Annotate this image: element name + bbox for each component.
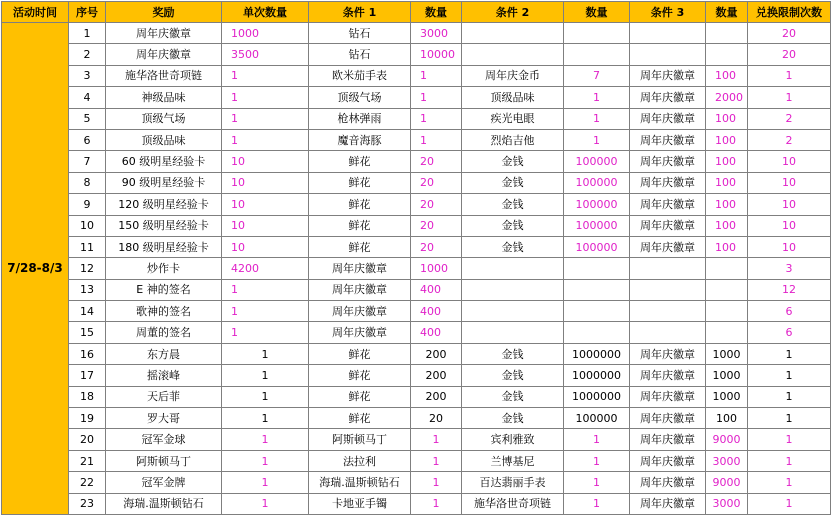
cell-cond2: 金钱	[462, 365, 564, 386]
cell-reward: 120 级明星经验卡	[106, 194, 222, 215]
cell-cond2: 金钱	[462, 215, 564, 236]
cell-cond3	[630, 301, 706, 322]
cell-cond3: 周年庆徽章	[630, 172, 706, 193]
cell-limit: 20	[748, 23, 831, 44]
cell-cond1: 海瑞.温斯顿钻石	[309, 472, 411, 493]
cell-cond1-qty: 1	[411, 129, 462, 150]
cell-cond1-qty: 3000	[411, 23, 462, 44]
period-cell: 7/28-8/3	[2, 23, 69, 515]
cell-cond3-qty	[706, 322, 748, 343]
cell-cond1: 鲜花	[309, 172, 411, 193]
cell-cond3: 周年庆徽章	[630, 129, 706, 150]
table-row	[2, 151, 831, 172]
cell-cond2-qty: 100000	[564, 172, 630, 193]
cell-cond1: 鲜花	[309, 343, 411, 364]
cell-reward: E 神的签名	[106, 279, 222, 300]
cell-qty: 1	[222, 129, 309, 150]
cell-reward: 冠军金牌	[106, 472, 222, 493]
table-body	[2, 23, 831, 515]
cell-cond2-qty: 1	[564, 129, 630, 150]
cell-cond1: 周年庆徽章	[309, 301, 411, 322]
cell-limit: 1	[748, 429, 831, 450]
reward-table	[1, 1, 831, 515]
cell-cond3-qty: 100	[706, 172, 748, 193]
cell-cond3-qty: 1000	[706, 386, 748, 407]
cell-cond2-qty: 100000	[564, 215, 630, 236]
cell-cond3-qty: 100	[706, 408, 748, 429]
cell-cond2: 疾光电眼	[462, 108, 564, 129]
cell-no: 7	[69, 151, 106, 172]
cell-cond1: 法拉利	[309, 450, 411, 471]
cell-qty: 1	[222, 450, 309, 471]
cell-cond1-qty: 200	[411, 386, 462, 407]
cell-limit: 10	[748, 215, 831, 236]
cell-cond3: 周年庆徽章	[630, 472, 706, 493]
cell-reward: 周年庆徽章	[106, 44, 222, 65]
cell-cond3-qty: 100	[706, 151, 748, 172]
cell-cond3: 周年庆徽章	[630, 429, 706, 450]
cell-cond3: 周年庆徽章	[630, 65, 706, 86]
cell-qty: 1	[222, 493, 309, 514]
table-row	[2, 44, 831, 65]
cell-reward: 顶级品味	[106, 129, 222, 150]
cell-cond2: 金钱	[462, 408, 564, 429]
cell-no: 20	[69, 429, 106, 450]
cell-cond3: 周年庆徽章	[630, 343, 706, 364]
cell-cond3-qty: 3000	[706, 493, 748, 514]
cell-cond3: 周年庆徽章	[630, 365, 706, 386]
table-row	[2, 343, 831, 364]
cell-reward: 炒作卡	[106, 258, 222, 279]
table-row	[2, 279, 831, 300]
cell-qty: 1	[222, 429, 309, 450]
cell-limit: 10	[748, 172, 831, 193]
cell-cond2-qty: 100000	[564, 408, 630, 429]
cell-qty: 1	[222, 87, 309, 108]
cell-qty: 1	[222, 386, 309, 407]
cell-cond2-qty	[564, 322, 630, 343]
cell-cond1: 周年庆徽章	[309, 279, 411, 300]
cell-cond3: 周年庆徽章	[630, 450, 706, 471]
cell-cond2: 金钱	[462, 343, 564, 364]
table-row	[2, 493, 831, 514]
cell-no: 6	[69, 129, 106, 150]
table-row	[2, 386, 831, 407]
cell-cond1-qty: 1	[411, 429, 462, 450]
cell-cond3	[630, 279, 706, 300]
cell-no: 12	[69, 258, 106, 279]
cell-cond2-qty: 1	[564, 87, 630, 108]
cell-cond1-qty: 1	[411, 472, 462, 493]
cell-cond1: 魔音海豚	[309, 129, 411, 150]
cell-cond3-qty	[706, 23, 748, 44]
table-row	[2, 236, 831, 257]
cell-qty: 4200	[222, 258, 309, 279]
cell-cond1-qty: 20	[411, 151, 462, 172]
cell-cond2-qty	[564, 44, 630, 65]
cell-limit: 1	[748, 65, 831, 86]
cell-cond2: 金钱	[462, 151, 564, 172]
cell-cond3	[630, 322, 706, 343]
table-row	[2, 322, 831, 343]
cell-cond2: 周年庆金币	[462, 65, 564, 86]
header-no: 序号	[69, 2, 106, 23]
cell-limit: 20	[748, 44, 831, 65]
cell-cond3	[630, 23, 706, 44]
cell-cond3-qty: 1000	[706, 343, 748, 364]
cell-cond2-qty	[564, 279, 630, 300]
cell-cond1: 鲜花	[309, 151, 411, 172]
cell-cond1-qty: 10000	[411, 44, 462, 65]
cell-limit: 1	[748, 472, 831, 493]
header-qty: 单次数量	[222, 2, 309, 23]
cell-cond1-qty: 400	[411, 322, 462, 343]
cell-no: 17	[69, 365, 106, 386]
cell-cond3-qty: 1000	[706, 365, 748, 386]
header-row	[2, 2, 831, 23]
table-row	[2, 472, 831, 493]
cell-cond2: 施华洛世奇项链	[462, 493, 564, 514]
header-limit: 兑换限制次数	[748, 2, 831, 23]
header-cond1: 条件 1	[309, 2, 411, 23]
cell-reward: 冠军金球	[106, 429, 222, 450]
cell-no: 15	[69, 322, 106, 343]
cell-no: 8	[69, 172, 106, 193]
cell-qty: 1	[222, 408, 309, 429]
table-row	[2, 429, 831, 450]
cell-cond3: 周年庆徽章	[630, 236, 706, 257]
table-row	[2, 215, 831, 236]
cell-cond2-qty: 1	[564, 108, 630, 129]
cell-cond3-qty	[706, 301, 748, 322]
cell-cond2: 金钱	[462, 236, 564, 257]
cell-limit: 2	[748, 108, 831, 129]
cell-cond1: 鲜花	[309, 408, 411, 429]
cell-qty: 1	[222, 322, 309, 343]
cell-reward: 施华洛世奇项链	[106, 65, 222, 86]
cell-cond1: 鲜花	[309, 215, 411, 236]
cell-limit: 10	[748, 194, 831, 215]
cell-limit: 6	[748, 322, 831, 343]
cell-cond1-qty: 1	[411, 450, 462, 471]
cell-cond2-qty: 100000	[564, 236, 630, 257]
cell-cond3-qty: 100	[706, 194, 748, 215]
cell-limit: 12	[748, 279, 831, 300]
cell-cond1-qty: 20	[411, 408, 462, 429]
cell-cond1-qty: 400	[411, 301, 462, 322]
cell-qty: 1	[222, 301, 309, 322]
cell-no: 13	[69, 279, 106, 300]
table-row	[2, 129, 831, 150]
cell-cond3	[630, 44, 706, 65]
cell-no: 2	[69, 44, 106, 65]
cell-cond3: 周年庆徽章	[630, 108, 706, 129]
header-cond2: 条件 2	[462, 2, 564, 23]
cell-limit: 10	[748, 151, 831, 172]
header-reward: 奖励	[106, 2, 222, 23]
table-row	[2, 87, 831, 108]
cell-cond2	[462, 23, 564, 44]
cell-limit: 1	[748, 450, 831, 471]
cell-cond2-qty	[564, 23, 630, 44]
cell-cond1: 鲜花	[309, 386, 411, 407]
cell-limit: 3	[748, 258, 831, 279]
cell-cond3-qty: 2000	[706, 87, 748, 108]
cell-no: 5	[69, 108, 106, 129]
header-cond1-qty: 数量	[411, 2, 462, 23]
cell-reward: 周年庆徽章	[106, 23, 222, 44]
cell-cond3-qty: 3000	[706, 450, 748, 471]
cell-cond2: 顶级品味	[462, 87, 564, 108]
cell-cond1: 钻石	[309, 44, 411, 65]
cell-cond1: 阿斯顿马丁	[309, 429, 411, 450]
cell-cond2-qty: 7	[564, 65, 630, 86]
cell-cond2: 烈焰吉他	[462, 129, 564, 150]
cell-qty: 1	[222, 343, 309, 364]
cell-cond2-qty: 1000000	[564, 365, 630, 386]
cell-no: 22	[69, 472, 106, 493]
cell-limit: 6	[748, 301, 831, 322]
cell-no: 19	[69, 408, 106, 429]
cell-cond1-qty: 1	[411, 493, 462, 514]
cell-cond3: 周年庆徽章	[630, 386, 706, 407]
cell-cond3: 周年庆徽章	[630, 87, 706, 108]
header-cond3: 条件 3	[630, 2, 706, 23]
cell-cond1-qty: 200	[411, 365, 462, 386]
cell-limit: 1	[748, 365, 831, 386]
cell-cond2	[462, 279, 564, 300]
cell-cond2	[462, 258, 564, 279]
table-row	[2, 194, 831, 215]
cell-cond1-qty: 400	[411, 279, 462, 300]
cell-qty: 10	[222, 215, 309, 236]
table-row	[2, 408, 831, 429]
cell-reward: 90 级明星经验卡	[106, 172, 222, 193]
cell-cond3-qty: 100	[706, 236, 748, 257]
header-period: 活动时间	[2, 2, 69, 23]
cell-cond3-qty: 9000	[706, 429, 748, 450]
cell-no: 3	[69, 65, 106, 86]
cell-cond1-qty: 200	[411, 343, 462, 364]
cell-cond1: 鲜花	[309, 236, 411, 257]
cell-qty: 10	[222, 194, 309, 215]
cell-cond3-qty: 100	[706, 108, 748, 129]
cell-cond3: 周年庆徽章	[630, 215, 706, 236]
cell-cond3	[630, 258, 706, 279]
cell-cond1: 周年庆徽章	[309, 258, 411, 279]
header-cond3-qty: 数量	[706, 2, 748, 23]
table-row	[2, 65, 831, 86]
cell-cond2: 金钱	[462, 194, 564, 215]
cell-cond1: 鲜花	[309, 365, 411, 386]
cell-cond3-qty: 9000	[706, 472, 748, 493]
cell-reward: 东方晨	[106, 343, 222, 364]
cell-cond1: 周年庆徽章	[309, 322, 411, 343]
cell-cond2: 百达翡丽手表	[462, 472, 564, 493]
cell-no: 21	[69, 450, 106, 471]
cell-no: 9	[69, 194, 106, 215]
cell-cond1: 卡地亚手镯	[309, 493, 411, 514]
cell-cond2-qty: 1	[564, 472, 630, 493]
cell-cond1: 欧米茄手表	[309, 65, 411, 86]
cell-cond2: 金钱	[462, 386, 564, 407]
cell-cond1-qty: 20	[411, 236, 462, 257]
table-row	[2, 365, 831, 386]
cell-cond2-qty: 100000	[564, 151, 630, 172]
cell-cond2: 兰博基尼	[462, 450, 564, 471]
cell-cond2	[462, 322, 564, 343]
cell-cond2-qty: 1	[564, 429, 630, 450]
cell-cond2	[462, 44, 564, 65]
cell-reward: 海瑞.温斯顿钻石	[106, 493, 222, 514]
cell-cond1-qty: 20	[411, 172, 462, 193]
cell-cond3: 周年庆徽章	[630, 493, 706, 514]
cell-limit: 1	[748, 87, 831, 108]
cell-cond2-qty	[564, 258, 630, 279]
cell-cond1-qty: 20	[411, 215, 462, 236]
cell-reward: 阿斯顿马丁	[106, 450, 222, 471]
cell-qty: 1	[222, 279, 309, 300]
cell-cond2	[462, 301, 564, 322]
cell-cond1: 钻石	[309, 23, 411, 44]
cell-limit: 10	[748, 236, 831, 257]
cell-cond2-qty: 1000000	[564, 343, 630, 364]
cell-qty: 10	[222, 151, 309, 172]
cell-cond3-qty	[706, 44, 748, 65]
cell-reward: 歌神的签名	[106, 301, 222, 322]
cell-cond3-qty: 100	[706, 215, 748, 236]
cell-cond3: 周年庆徽章	[630, 408, 706, 429]
cell-cond2-qty: 1	[564, 493, 630, 514]
cell-reward: 180 级明星经验卡	[106, 236, 222, 257]
cell-cond2-qty: 1000000	[564, 386, 630, 407]
cell-cond2-qty	[564, 301, 630, 322]
cell-no: 4	[69, 87, 106, 108]
cell-reward: 罗大哥	[106, 408, 222, 429]
cell-cond1-qty: 20	[411, 194, 462, 215]
cell-no: 18	[69, 386, 106, 407]
cell-reward: 150 级明星经验卡	[106, 215, 222, 236]
cell-no: 14	[69, 301, 106, 322]
cell-limit: 1	[748, 343, 831, 364]
cell-cond3: 周年庆徽章	[630, 151, 706, 172]
cell-cond1-qty: 1	[411, 87, 462, 108]
cell-qty: 1	[222, 365, 309, 386]
table-row	[2, 172, 831, 193]
cell-reward: 天后菲	[106, 386, 222, 407]
cell-reward: 顶级气场	[106, 108, 222, 129]
cell-cond3-qty: 100	[706, 65, 748, 86]
cell-qty: 10	[222, 236, 309, 257]
cell-no: 11	[69, 236, 106, 257]
cell-no: 23	[69, 493, 106, 514]
cell-reward: 60 级明星经验卡	[106, 151, 222, 172]
cell-no: 1	[69, 23, 106, 44]
cell-reward: 摇滚峰	[106, 365, 222, 386]
cell-cond3-qty	[706, 279, 748, 300]
cell-cond1: 鲜花	[309, 194, 411, 215]
cell-no: 10	[69, 215, 106, 236]
cell-qty: 1	[222, 108, 309, 129]
cell-cond3-qty: 100	[706, 129, 748, 150]
cell-cond1-qty: 1	[411, 108, 462, 129]
cell-cond2-qty: 100000	[564, 194, 630, 215]
table-row	[2, 301, 831, 322]
cell-limit: 2	[748, 129, 831, 150]
cell-cond3: 周年庆徽章	[630, 194, 706, 215]
cell-cond2: 金钱	[462, 172, 564, 193]
header-cond2-qty: 数量	[564, 2, 630, 23]
table-row	[2, 23, 831, 44]
cell-limit: 1	[748, 493, 831, 514]
cell-limit: 1	[748, 408, 831, 429]
cell-cond3-qty	[706, 258, 748, 279]
cell-limit: 1	[748, 386, 831, 407]
cell-cond1: 枪林弹雨	[309, 108, 411, 129]
cell-qty: 3500	[222, 44, 309, 65]
cell-reward: 神级品味	[106, 87, 222, 108]
cell-qty: 1	[222, 65, 309, 86]
cell-no: 16	[69, 343, 106, 364]
table-row	[2, 258, 831, 279]
table-row	[2, 108, 831, 129]
cell-qty: 1000	[222, 23, 309, 44]
cell-cond1: 顶级气场	[309, 87, 411, 108]
cell-cond2: 宾利雅致	[462, 429, 564, 450]
cell-cond1-qty: 1	[411, 65, 462, 86]
cell-qty: 1	[222, 472, 309, 493]
table-row	[2, 450, 831, 471]
cell-cond2-qty: 1	[564, 450, 630, 471]
cell-qty: 10	[222, 172, 309, 193]
cell-cond1-qty: 1000	[411, 258, 462, 279]
cell-reward: 周董的签名	[106, 322, 222, 343]
